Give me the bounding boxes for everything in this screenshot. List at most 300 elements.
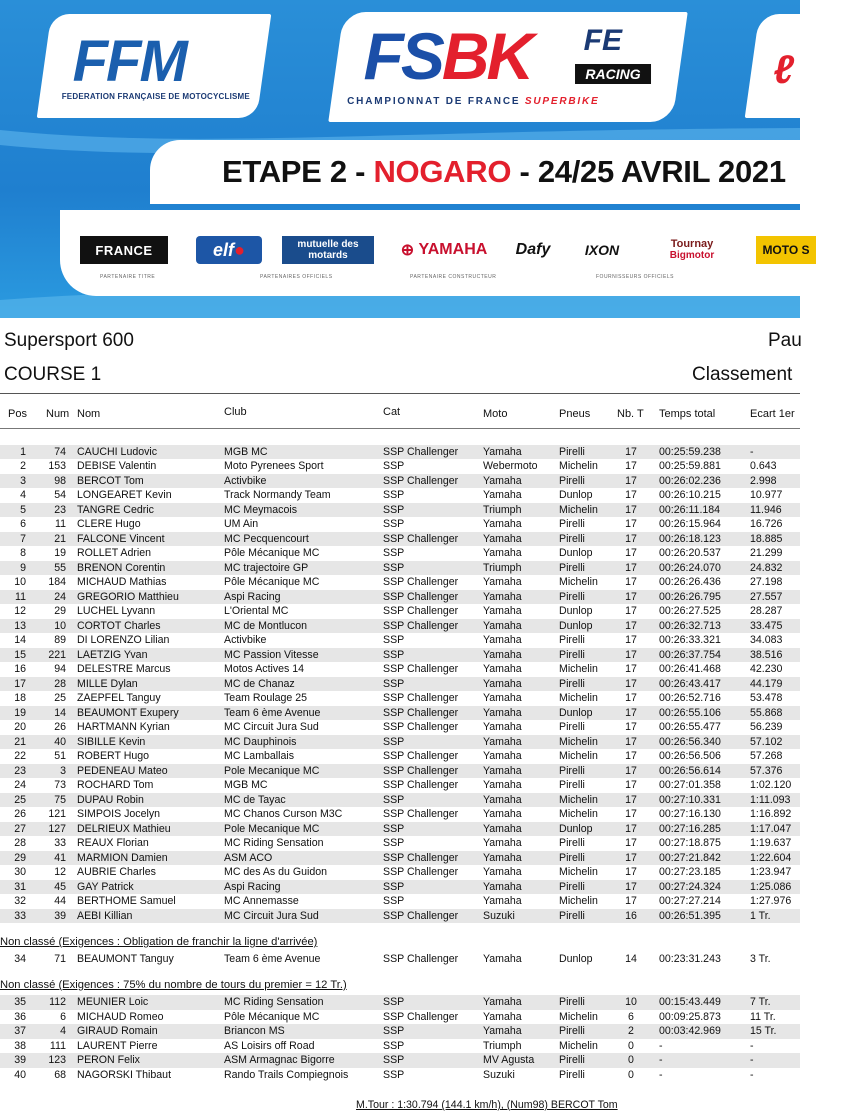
cell-nom: GAY Patrick <box>77 880 134 893</box>
cell-num: 89 <box>54 634 66 646</box>
cell-club: Pôle Mécanique MC <box>224 547 320 559</box>
cell-nbt: 17 <box>625 866 637 878</box>
cell-nom: ROLLET Adrien <box>77 547 152 559</box>
cell-pneus: Pirelli <box>559 909 585 922</box>
cell-temps: 00:26:55.477 <box>659 721 721 733</box>
cell-ecart: 18.885 <box>750 532 783 545</box>
table-row <box>0 822 800 837</box>
cell-club: Rando Trails Compiegnois <box>224 1068 349 1081</box>
cell-ecart: 53.478 <box>750 692 783 704</box>
cell-pneus: Pirelli <box>559 837 585 849</box>
cell-nbt: 17 <box>625 561 637 574</box>
cell-pos: 24 <box>14 779 26 791</box>
cell-num: 4 <box>60 1025 66 1037</box>
cell-temps: 00:26:43.417 <box>659 677 721 690</box>
sponsor-strip <box>60 210 820 296</box>
cell-num: 75 <box>54 793 66 806</box>
cell-nom: PERON Felix <box>77 1054 140 1066</box>
cell-club: Motos Actives 14 <box>224 663 305 675</box>
cell-nbt: 17 <box>625 445 637 458</box>
table-row <box>0 459 800 474</box>
cell-ecart: 3 Tr. <box>750 952 771 965</box>
cell-nom: LONGEARET Kevin <box>77 489 172 501</box>
caption-suppliers: FOURNISSEURS OFFICIELS <box>596 274 674 280</box>
cell-num: 6 <box>60 1010 66 1023</box>
table-row <box>0 1039 800 1054</box>
cell-pneus: Pirelli <box>559 1054 585 1066</box>
cell-nom: FALCONE Vincent <box>77 532 165 545</box>
table-row <box>0 590 800 605</box>
cell-pneus: Michelin <box>559 895 598 907</box>
col-header-nbt: Nb. T <box>617 408 644 420</box>
cell-pos: 5 <box>20 503 26 516</box>
cell-moto: Yamaha <box>483 793 522 806</box>
cell-cat: SSP <box>383 489 405 501</box>
cell-num: 19 <box>54 547 66 559</box>
cell-pneus: Dunlop <box>559 489 593 501</box>
cell-ecart: - <box>750 1054 754 1066</box>
table-row <box>0 503 800 518</box>
cell-moto: Yamaha <box>483 445 522 458</box>
cell-cat: SSP <box>383 880 405 893</box>
cell-pos: 19 <box>14 706 26 719</box>
caption-official-partners: PARTENAIRES OFFICIELS <box>260 274 333 280</box>
cell-nbt: 17 <box>625 779 637 791</box>
cell-nbt: 17 <box>625 706 637 719</box>
cell-pos: 12 <box>14 605 26 617</box>
ffm-logo-mark: FFM <box>72 29 186 94</box>
cell-num: 123 <box>48 1054 66 1066</box>
cell-cat: SSP <box>383 460 405 472</box>
cell-nom: AUBRIE Charles <box>77 866 156 878</box>
cell-club: MC Annemasse <box>224 895 299 907</box>
table-row <box>0 720 800 735</box>
cell-moto: Yamaha <box>483 576 522 588</box>
cell-pneus: Dunlop <box>559 619 593 632</box>
cell-nom: DELESTRE Marcus <box>77 663 171 675</box>
cell-ecart: 27.557 <box>750 590 783 603</box>
cell-num: 14 <box>54 706 66 719</box>
cell-cat: SSP <box>383 518 405 530</box>
cell-temps: 00:27:24.324 <box>659 880 721 893</box>
cell-temps: 00:26:11.184 <box>659 503 721 516</box>
sponsor-france-label: FRANCE <box>95 242 153 258</box>
cell-moto: Yamaha <box>483 721 522 733</box>
cell-nom: MICHAUD Mathias <box>77 576 167 588</box>
cell-num: 127 <box>48 822 66 835</box>
cell-num: 40 <box>54 735 66 748</box>
cell-num: 71 <box>54 952 66 965</box>
cell-cat: SSP <box>383 634 405 646</box>
race-title: COURSE 1 <box>4 364 102 385</box>
cell-moto: Yamaha <box>483 735 522 748</box>
col-header-temps: Temps total <box>659 408 716 420</box>
header-right-bottom: Classement <box>692 364 793 385</box>
cell-cat: SSP <box>383 793 405 806</box>
cell-temps: 00:27:16.285 <box>659 822 721 835</box>
cell-ecart: - <box>750 1039 754 1052</box>
cell-nom: REAUX Florian <box>77 837 149 849</box>
cell-pos: 16 <box>14 663 26 675</box>
cell-cat: SSP <box>383 1025 405 1037</box>
cell-num: 184 <box>48 576 66 588</box>
cell-ecart: 1:25.086 <box>750 880 792 893</box>
cell-temps: 00:26:10.215 <box>659 489 721 501</box>
event-city: NOGARO <box>373 154 512 189</box>
event-title-plate <box>150 140 850 204</box>
cell-nom: MARMION Damien <box>77 851 168 864</box>
cell-nbt: 17 <box>625 503 637 516</box>
cell-moto: Triumph <box>483 503 522 516</box>
cell-pneus: Michelin <box>559 692 598 704</box>
event-title-a: ETAPE 2 - <box>222 154 374 189</box>
cell-nbt: 17 <box>625 750 637 762</box>
cell-ecart: 21.299 <box>750 547 783 559</box>
cell-club: Moto Pyrenees Sport <box>224 460 324 472</box>
cell-temps: 00:15:43.449 <box>659 996 721 1008</box>
cell-ecart: 34.083 <box>750 634 783 646</box>
cell-ecart: 38.516 <box>750 648 783 661</box>
table-row <box>0 851 800 866</box>
cell-ecart: 1:02.120 <box>750 779 792 791</box>
cell-temps: 00:26:26.795 <box>659 590 721 603</box>
cell-temps: 00:09:25.873 <box>659 1010 721 1023</box>
cell-num: 51 <box>54 750 66 762</box>
cell-nom: SIBILLE Kevin <box>77 735 146 748</box>
cell-ecart: - <box>750 1068 754 1081</box>
cell-nbt: 17 <box>625 518 637 530</box>
header-banner <box>0 0 810 318</box>
cell-num: 29 <box>54 605 66 617</box>
cell-pneus: Michelin <box>559 808 598 820</box>
cell-moto: Yamaha <box>483 474 522 487</box>
cell-pos: 7 <box>20 532 26 545</box>
cell-nom: TANGRE Cedric <box>77 503 154 516</box>
cell-ecart: 24.832 <box>750 561 783 574</box>
table-row <box>0 706 800 721</box>
cell-nom: SIMPOIS Jocelyn <box>77 808 161 820</box>
table-row <box>0 1024 800 1039</box>
table-row <box>0 1010 800 1025</box>
cell-num: 41 <box>54 851 66 864</box>
cell-cat: SSP <box>383 837 405 849</box>
table-row <box>0 532 800 547</box>
cell-moto: Yamaha <box>483 779 522 791</box>
cell-num: 21 <box>54 532 66 545</box>
cell-moto: Yamaha <box>483 851 522 864</box>
cell-ecart: 11 Tr. <box>750 1010 776 1023</box>
fsbk-logo-mark <box>364 18 532 94</box>
table-row <box>0 909 800 924</box>
table-row <box>0 995 800 1010</box>
cell-num: 73 <box>54 779 66 791</box>
cell-cat: SSP Challenger <box>383 909 459 922</box>
cell-temps: 00:27:18.875 <box>659 837 721 849</box>
cell-num: 44 <box>54 895 66 907</box>
event-title-b: - 24/25 AVRIL 2021 <box>511 154 786 189</box>
cell-moto: Yamaha <box>483 822 522 835</box>
table-row <box>0 517 800 532</box>
cell-nbt: 17 <box>625 634 637 646</box>
cell-pneus: Pirelli <box>559 851 585 864</box>
cell-nbt: 17 <box>625 460 637 472</box>
cell-nbt: 17 <box>625 474 637 487</box>
cell-num: 221 <box>48 648 66 661</box>
cell-pos: 40 <box>14 1068 26 1081</box>
table-row <box>0 662 800 677</box>
cell-moto: Yamaha <box>483 706 522 719</box>
cell-ecart: 1:27.976 <box>750 895 792 907</box>
sponsor-ixon-logo <box>564 236 640 264</box>
table-row <box>0 561 800 576</box>
cell-temps: - <box>659 1039 663 1052</box>
cell-club: MC Circuit Jura Sud <box>224 721 319 733</box>
cell-nbt: 14 <box>625 952 637 965</box>
cell-num: 3 <box>60 764 66 777</box>
cell-temps: 00:26:33.321 <box>659 634 721 646</box>
cell-nom: DUPAU Robin <box>77 793 144 806</box>
cell-ecart: - <box>750 445 754 458</box>
cell-pos: 30 <box>14 866 26 878</box>
header-divider <box>0 428 800 429</box>
fastest-lap-note: M.Tour : 1:30.794 (144.1 km/h), (Num98) BERCOT Tom <box>356 1099 618 1111</box>
cell-nbt: 17 <box>625 489 637 501</box>
cell-moto: Yamaha <box>483 547 522 559</box>
cell-moto: Yamaha <box>483 750 522 762</box>
cell-num: 12 <box>54 866 66 878</box>
cell-temps: 00:26:27.525 <box>659 605 721 617</box>
cell-ecart: 1:17.047 <box>750 822 792 835</box>
cell-cat: SSP Challenger <box>383 808 459 820</box>
cell-pos: 20 <box>14 721 26 733</box>
cell-pneus: Pirelli <box>559 474 585 487</box>
cell-club: Aspi Racing <box>224 880 281 893</box>
cell-num: 74 <box>54 445 66 458</box>
cell-temps: 00:27:21.842 <box>659 851 721 864</box>
col-header-nom: Nom <box>77 408 101 420</box>
cell-num: 11 <box>55 518 66 530</box>
cell-cat: SSP Challenger <box>383 952 459 965</box>
cell-pneus: Dunlop <box>559 822 593 835</box>
cell-pneus: Pirelli <box>559 677 585 690</box>
cell-moto: Yamaha <box>483 590 522 603</box>
cell-nom: BRENON Corentin <box>77 561 166 574</box>
cell-pneus: Michelin <box>559 866 598 878</box>
cell-club: MC Passion Vitesse <box>224 648 319 661</box>
cell-pneus: Pirelli <box>559 721 585 733</box>
cell-nbt: 17 <box>625 837 637 849</box>
cell-moto: Yamaha <box>483 764 522 777</box>
table-row <box>0 619 800 634</box>
cell-nom: LAURENT Pierre <box>77 1039 158 1052</box>
cell-club: MC Chanos Curson M3C <box>224 808 343 820</box>
cell-temps: 00:26:56.340 <box>659 735 721 748</box>
cell-pos: 17 <box>14 677 26 690</box>
table-row <box>0 604 800 619</box>
yamaha-tuning-fork-icon: ⊕ <box>400 242 415 259</box>
sponsor-elf-drop-icon: ● <box>234 239 245 260</box>
cell-pneus: Pirelli <box>559 764 585 777</box>
championship-label-a: CHAMPIONNAT DE FRANCE <box>347 96 525 107</box>
cell-nom: MICHAUD Romeo <box>77 1010 164 1023</box>
ffm-logo <box>37 14 272 118</box>
cell-num: 55 <box>54 561 66 574</box>
cell-cat: SSP Challenger <box>383 779 459 791</box>
cell-temps: 00:26:24.070 <box>659 561 721 574</box>
col-header-pneus: Pneus <box>559 408 591 420</box>
cell-nom: GIRAUD Romain <box>77 1025 158 1037</box>
cell-pneus: Pirelli <box>559 561 585 574</box>
cell-club: AS Loisirs off Road <box>224 1039 315 1052</box>
cell-temps: 00:26:20.537 <box>659 547 721 559</box>
cell-ecart: 57.376 <box>750 764 783 777</box>
cell-pneus: Pirelli <box>559 518 585 530</box>
cell-club: MC de Montlucon <box>224 619 308 632</box>
col-header-moto: Moto <box>483 408 508 420</box>
cell-nbt: 17 <box>625 692 637 704</box>
cell-num: 25 <box>54 692 66 704</box>
cell-moto: Suzuki <box>483 909 515 922</box>
cell-cat: SSP Challenger <box>383 663 459 675</box>
cell-nom: ROCHARD Tom <box>77 779 154 791</box>
cell-pos: 21 <box>14 735 26 748</box>
cell-club: Activbike <box>224 474 267 487</box>
cell-temps: - <box>659 1054 663 1066</box>
sponsor-mutuelle-line2: motards <box>308 250 348 261</box>
cell-pneus: Pirelli <box>559 779 585 791</box>
fsbk-logo-bk: BK <box>441 19 532 93</box>
cell-club: Pole Mecanique MC <box>224 764 320 777</box>
ffm-logo-subtitle: FEDERATION FRANÇAISE DE MOTOCYCLISME <box>61 92 250 101</box>
cell-ecart: 7 Tr. <box>750 996 771 1008</box>
partner-logo-right <box>745 14 840 118</box>
cell-club: Pôle Mécanique MC <box>224 1010 320 1023</box>
cell-temps: 00:26:52.716 <box>659 692 721 704</box>
cell-temps: 00:27:23.185 <box>659 866 721 878</box>
table-row <box>0 633 800 648</box>
cell-temps: 00:27:10.331 <box>659 793 721 806</box>
cell-pos: 18 <box>14 692 26 704</box>
cell-pneus: Dunlop <box>559 706 593 719</box>
cell-temps: 00:25:59.238 <box>659 445 721 458</box>
table-row <box>0 575 800 590</box>
col-header-num: Num <box>46 408 70 420</box>
cell-temps: 00:26:26.436 <box>659 576 721 588</box>
cell-nbt: 17 <box>625 895 637 907</box>
cell-moto: Yamaha <box>483 880 522 893</box>
cell-club: Track Normandy Team <box>224 489 331 501</box>
cell-moto: Yamaha <box>483 837 522 849</box>
sponsor-moto-logo <box>756 236 816 264</box>
category-title: Supersport 600 <box>4 330 134 351</box>
sponsor-france-equipement-logo <box>80 236 168 264</box>
cell-nbt: 6 <box>628 1010 634 1023</box>
title-divider <box>0 393 800 394</box>
table-row <box>0 488 800 503</box>
table-row <box>0 474 800 489</box>
cell-cat: SSP <box>383 895 405 907</box>
fsbk-logo-fs: FS <box>363 19 442 93</box>
cell-temps: - <box>659 1068 663 1081</box>
cell-num: 28 <box>54 677 66 690</box>
cell-moto: Yamaha <box>483 619 522 632</box>
cell-num: 153 <box>48 460 66 472</box>
cell-pos: 13 <box>14 619 26 632</box>
cell-cat: SSP <box>383 547 405 559</box>
cell-ecart: 57.102 <box>750 735 783 748</box>
fsbk-logo <box>328 12 687 122</box>
cell-club: MC Circuit Jura Sud <box>224 909 319 922</box>
cell-pneus: Pirelli <box>559 445 585 458</box>
cell-nom: ZAEPFEL Tanguy <box>77 692 161 704</box>
cell-pos: 6 <box>20 518 26 530</box>
cell-club: Team Roulage 25 <box>224 692 308 704</box>
cell-ecart: 11.946 <box>750 503 782 516</box>
fsbk-logo-fe: FE <box>583 24 622 57</box>
cell-temps: 00:03:42.969 <box>659 1025 721 1037</box>
cell-moto: Yamaha <box>483 677 522 690</box>
cell-pos: 26 <box>14 808 26 820</box>
cell-nbt: 0 <box>628 1054 634 1066</box>
championship-label <box>347 96 599 107</box>
cell-pneus: Michelin <box>559 793 598 806</box>
cell-nbt: 0 <box>628 1039 634 1052</box>
cell-moto: Yamaha <box>483 634 522 646</box>
cell-nbt: 16 <box>625 909 637 922</box>
sponsor-tournay-line2: Bigmotor <box>669 250 715 261</box>
sponsor-ixon-label: IXON <box>584 242 620 258</box>
cell-moto: Yamaha <box>483 808 522 820</box>
cell-nbt: 17 <box>625 721 637 733</box>
table-row <box>0 793 800 808</box>
cell-ecart: 57.268 <box>750 750 783 762</box>
cell-club: Activbike <box>224 634 267 646</box>
cell-cat: SSP Challenger <box>383 851 459 864</box>
cell-nom: AEBI Killian <box>77 909 133 922</box>
cell-nbt: 17 <box>625 547 637 559</box>
sponsor-elf-label: elf <box>213 239 235 260</box>
cell-ecart: 10.977 <box>750 489 783 501</box>
cell-moto: Webermoto <box>483 460 538 472</box>
cell-cat: SSP Challenger <box>383 532 459 545</box>
cell-pos: 11 <box>15 590 26 603</box>
cell-nbt: 17 <box>625 648 637 661</box>
table-row <box>0 894 800 909</box>
col-header-pos: Pos <box>8 408 27 420</box>
col-header-ecart: Ecart 1er <box>750 408 795 420</box>
cell-pos: 25 <box>14 793 26 806</box>
cell-temps: 00:26:02.236 <box>659 474 721 487</box>
cell-nbt: 17 <box>625 793 637 806</box>
cell-cat: SSP Challenger <box>383 619 459 632</box>
table-row <box>0 735 800 750</box>
section-not-finished-title: Non classé (Exigences : Obligation de franchir la ligne d'arrivée) <box>0 936 318 948</box>
cell-club: MC Riding Sensation <box>224 996 324 1008</box>
cell-pneus: Michelin <box>559 1010 598 1023</box>
cell-nbt: 17 <box>625 590 637 603</box>
cell-ecart: 0.643 <box>750 460 777 472</box>
cell-club: Team 6 ème Avenue <box>224 706 321 719</box>
cell-ecart: 55.868 <box>750 706 783 719</box>
cell-cat: SSP Challenger <box>383 706 459 719</box>
cell-moto: Yamaha <box>483 866 522 878</box>
cell-club: MGB MC <box>224 779 268 791</box>
cell-club: MC des As du Guidon <box>224 866 328 878</box>
cell-temps: 00:26:32.713 <box>659 619 721 632</box>
cell-moto: Yamaha <box>483 518 522 530</box>
sponsor-tournay-line1: Tournay <box>670 238 714 250</box>
cell-nom: BERCOT Tom <box>77 474 144 487</box>
